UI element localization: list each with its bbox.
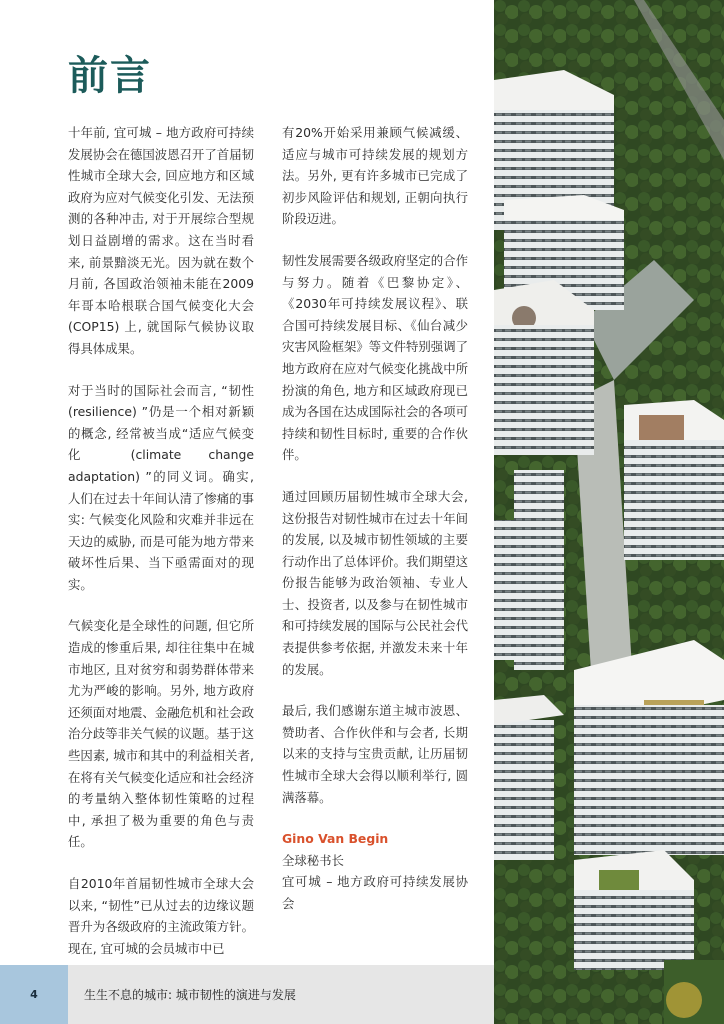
paragraph: 气候变化是全球性的问题, 但它所造成的惨重后果, 却往往集中在城市地区, 且对贫穷和弱势群体带来尤为严峻的影响。另外, 地方政府还须面对地震、金融危机和社会政治分歧等非关气候的议题。基于这些因素, 城市和其中的利益相关者, 在将有关气候变化适应和社会经济的考量纳入整体韧性策略的过程中, 承担了极为重要的角色与责任。 — [68, 618, 254, 850]
building-block — [574, 850, 694, 970]
aerial-building-photo — [494, 0, 724, 1024]
paragraph: 通过回顾历届韧性城市全球大会, 这份报告对韧性城市在过去十年间的发展, 以及城市韧性领域的主要行动作出了总体评价。我们期望这份报告能够为政治领袖、专业人士、投资者, 以及参与在韧性城市和可持续发展的国际与公民社会代表提供参考依据, 并激发未来十年的发展。 — [282, 488, 468, 677]
building-block — [574, 640, 724, 855]
paragraph: 十年前, 宜可城 – 地方政府可持续发展协会在德国波恩召开了首届韧性城市全球大会, 回应地方和区域政府为应对气候变化引发、无法预测的各种冲击, 对于开展综合型规划日益剧增的需求。这在当时看来, 前景黯淡无光。因为就在数个月前, 各国政治领袖未能在2009年哥本哈根联合国气候变化大会 (COP15) 上, 就国际气候协议取得具体成果。 — [68, 125, 254, 356]
right-text-column — [282, 122, 468, 915]
signature-name: Gino Van Begin — [282, 831, 389, 847]
signature-organization: 宜可城 – 地方政府可持续发展协会 — [282, 874, 468, 911]
signature-role: 全球秘书长 — [282, 852, 344, 868]
page-number: 4 — [0, 965, 68, 1024]
footer-title: 生生不息的城市: 城市韧性的演进与发展 — [84, 988, 296, 1002]
building-block — [494, 280, 594, 455]
paragraph: 最后, 我们感谢东道主城市波恩、赞助者、合作伙伴和与会者, 长期以来的支持与宝贵贡献, 让历届韧性城市全球大会得以顺利举行, 圆满落幕。 — [282, 703, 468, 805]
signature-block — [282, 828, 468, 914]
paragraph: 韧性发展需要各级政府坚定的合作与努力。随着《巴黎协定》、《2030年可持续发展议程》、联合国可持续发展目标、《仙台减少灾害风险框架》等文件特别强调了地方政府在应对气候变化挑战中所扮演的角色, 地方和区域政府现已成为各国在达成国际社会的各项可持续和韧性目标时, 重要的合作伙伴。 — [282, 252, 468, 463]
paragraph: 自2010年首届韧性城市全球大会以来, “韧性”已从过去的边缘议题晋升为各级政府的主流政策方针。现在, 宜可城的会员城市中已 — [68, 876, 254, 956]
page-title: 前言 — [68, 53, 152, 99]
left-text-column — [68, 122, 254, 979]
paragraph: 有20%开始采用兼顾气候减缓、适应与城市可持续发展的规划方法。另外, 更有许多城市已完成了初步风险评估和规划, 正朝向执行阶段迈进。 — [282, 125, 468, 227]
paragraph: 对于当时的国际社会而言, “韧性 (resilience) ”仍是一个相对新颖的概念, 经常被当成“适应气候变化 (climate change adaptation) ”的同义词。确实, 人们在过去十年间认清了惨痛的事实: 气候变化风险和灾难并非远在天边的威胁, 而是可能为地方带来破坏性后果、当下亟需面对的现实。 — [68, 382, 254, 592]
building-block — [624, 400, 724, 560]
